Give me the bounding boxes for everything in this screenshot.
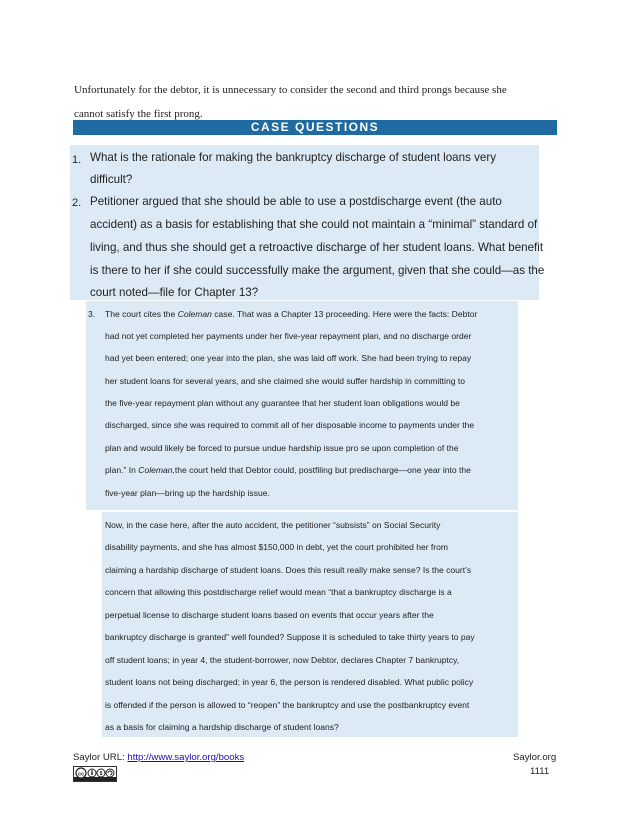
question-1-line: What is the rationale for making the bankruptcy discharge of student loans very — [90, 151, 496, 164]
case-name-coleman: Coleman — [177, 309, 212, 319]
license-badge-graphic — [74, 767, 116, 781]
case-name-coleman: Coleman, — [138, 465, 175, 475]
question-4-line: Now, in the case here, after the auto accident, the petitioner “subsists” on Social Security — [105, 520, 441, 530]
question-4-line: bankruptcy discharge is granted” well founded? Suppose it is scheduled to take thirty years to pay — [105, 632, 475, 642]
question-3-line: discharged, since she was required to commit all of her disposable income to payments under the — [105, 420, 475, 430]
page-number: 1111 — [530, 766, 550, 777]
question-2-line: court noted—file for Chapter 13? — [90, 286, 259, 299]
question-3-line: the five-year repayment plan without any guarantee that her student loan obligations would be — [105, 398, 460, 408]
intro-line-2: cannot satisfy the first prong. — [74, 108, 203, 120]
svg-text:cc: cc — [77, 771, 85, 778]
question-4-line: concern that allowing this postdischarge relief would mean “that a bankruptcy discharge is a — [105, 587, 452, 597]
svg-text:$: $ — [99, 771, 103, 777]
question-3-line: had yet been entered; one year into the plan, she was laid off work. She had been trying to repay — [105, 353, 472, 363]
question-3-line: had not yet completed her payments under her five-year repayment plan, and no discharge order — [105, 331, 472, 341]
question-2-line: living, and thus she should get a retroactive discharge of her student loans. What benefit — [90, 241, 544, 254]
question-4-line: claiming a hardship discharge of student loans. Does this result really make sense? Is the court’s — [105, 565, 472, 575]
intro-line-1: Unfortunately for the debtor, it is unnecessary to consider the second and third prongs because she — [74, 84, 507, 96]
question-3-line: plan and would likely be forced to pursue undue hardship issue pro se upon completion of the — [105, 443, 459, 453]
question-3-line: her student loans for several years, and she claimed she would suffer hardship in committing to — [105, 376, 465, 386]
question-1-line: difficult? — [90, 173, 133, 186]
question-3-line: The court cites the Coleman case. That was a Chapter 13 proceeding. Here were the facts: Debtor — [105, 309, 478, 319]
question-3-number: 3. — [88, 309, 96, 319]
question-2-number: 2. — [72, 197, 82, 209]
footer-site: Saylor.org — [513, 752, 557, 763]
question-2-line: Petitioner argued that she should be able to use a postdischarge event (the auto — [90, 195, 502, 208]
question-4-line: off student loans; in year 4, the student-borrower, now Debtor, declares Chapter 7 bankruptcy, — [105, 655, 460, 665]
footer-url-link[interactable]: http://www.saylor.org/books — [127, 752, 245, 763]
case-questions-heading: CASE QUESTIONS — [73, 120, 557, 135]
question-4-line: perpetual license to discharge student loans based on events that occur years after the — [105, 610, 434, 620]
question-1-number: 1. — [72, 154, 82, 166]
question-4-line: disability payments, and she has almost $150,000 in debt, yet the court prohibited her from — [105, 542, 449, 552]
question-4-line: is offended if the person is allowed to “reopen” the bankruptcy and use the postbankruptcy event — [105, 700, 470, 710]
question-4-line: student loans not being discharged; in year 6, the person is rendered disabled. What public policy — [105, 677, 474, 687]
question-2-line: is there to her if she could successfully make the argument, given that she could—as the — [90, 264, 545, 277]
footer-saylor-url — [73, 752, 244, 763]
question-4-line: as a basis for claiming a hardship discharge of student loans? — [105, 722, 339, 732]
question-3-line: plan.” In Coleman,the court held that Debtor could, postfiling but predischarge—one year into the — [105, 465, 471, 475]
question-3-line: five-year plan—bring up the hardship issue. — [105, 488, 270, 498]
creative-commons-license-icon[interactable] — [73, 766, 117, 782]
question-2-line: accident) as a basis for establishing that she could not maintain a “minimal” standard of — [90, 218, 538, 231]
footer-url-label: Saylor URL: — [73, 752, 128, 763]
